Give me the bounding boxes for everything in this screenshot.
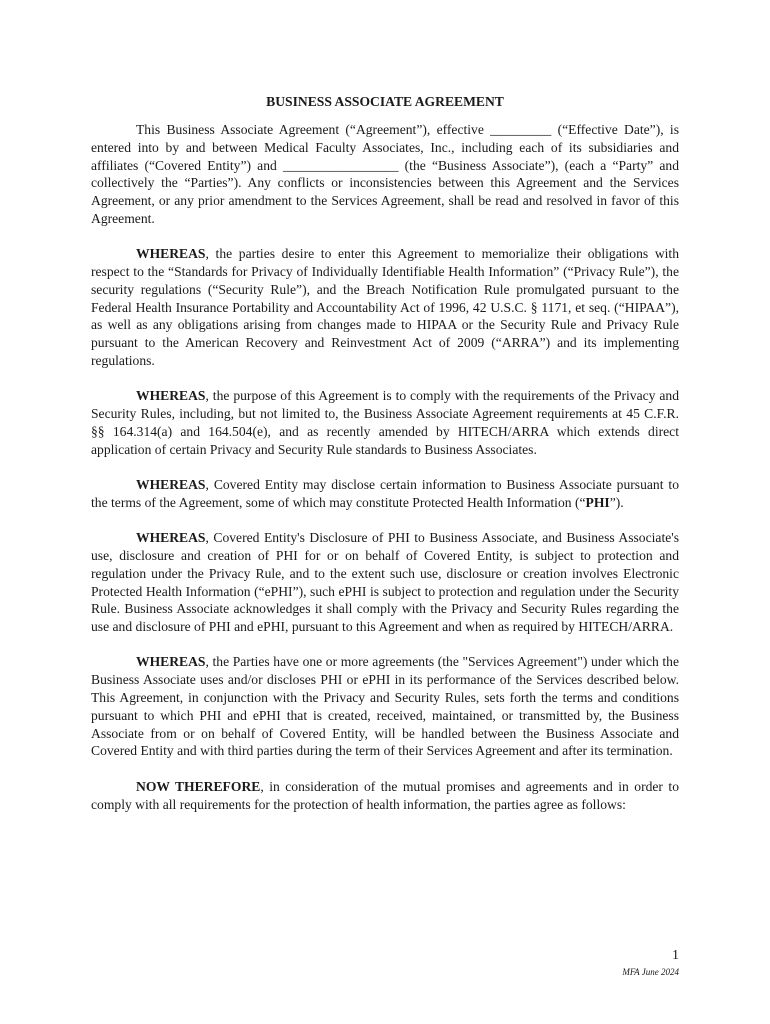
paragraph-text-after: ”).	[609, 494, 624, 510]
whereas-paragraph	[91, 387, 679, 458]
paragraph-lead: WHEREAS	[136, 246, 206, 262]
paragraph-text: , the Parties have one or more agreements (the "Services Agreement") under which the Business Associate uses and/or discloses PHI or ePHI in its performance of the Services described below. This Agreement, in conjunction with the Privacy and Security Rules, sets forth the terms and conditions pursuant to which PHI and ePHI that is created, received, maintained, or transmitted by, the Business Associate from or on behalf of Covered Entity, will be handled between the Business Associate and Covered Entity and with third parties during the term of their Services Agreement and after its termination.	[91, 654, 679, 759]
intro-paragraph	[91, 121, 679, 228]
paragraph-lead: WHEREAS	[136, 654, 206, 670]
paragraph-text: , the parties desire to enter this Agreement to memorialize their obligations with respect to the “Standards for Privacy of Individually Identifiable Health Information” (“Privacy Rule”), the security regulations (“Security Rule”), and the Breach Notification Rule promulgated pursuant to the Federal Health Insurance Portability and Accountability Act of 1996, 42 U.S.C. § 1171, et seq. (“HIPAA”), as well as any obligations arising from changes made to HIPAA or the Security Rule and Privacy Rule pursuant to the American Recovery and Reinvestment Act of 2009 (“ARRA”) and its implementing regulations.	[91, 246, 679, 369]
document-title: BUSINESS ASSOCIATE AGREEMENT	[266, 94, 504, 109]
now-therefore-paragraph	[91, 778, 679, 814]
whereas-paragraph	[91, 529, 679, 636]
whereas-paragraph	[91, 476, 679, 512]
document-body	[91, 93, 679, 831]
paragraph-text: , the purpose of this Agreement is to comply with the requirements of the Privacy and Security Rules, including, but not limited to, the Business Associate Agreement requirements at 45 C.F.R. §§ 164.314(a) and 164.504(e), and as recently amended by HITECH/ARRA which extends direct application of certain Privacy and Security Rule standards to Business Associates.	[91, 388, 679, 457]
page-number: 1	[672, 948, 679, 963]
defined-term: PHI	[585, 494, 610, 510]
paragraph-lead: WHEREAS	[136, 477, 206, 493]
footer-version: MFA June 2024	[622, 967, 679, 977]
whereas-paragraph	[91, 245, 679, 370]
paragraph-text: This Business Associate Agreement (“Agreement”), effective _________ (“Effective Date”), is entered into by and between Medical Faculty Associates, Inc., including each of its subsidiaries and affiliates (“Covered Entity”) and _________________ (the “Business Associate”), (each a “Party” and collectively the “Parties”). Any conflicts or inconsistencies between this Agreement and the Services Agreement, or any prior amendment to the Services Agreement, shall be read and resolved in favor of this Agreement.	[91, 122, 679, 226]
paragraph-text: , Covered Entity's Disclosure of PHI to Business Associate, and Business Associate's use, disclosure and creation of PHI for or on behalf of Covered Entity, is subject to protection and regulation under the Privacy Rule, and to the extent such use, disclosure or creation involves Electronic Protected Health Information (“ePHI”), such ePHI is subject to protection and regulation under the Security Rule. Business Associate acknowledges it shall comply with the Privacy and Security Rules regarding the use and disclosure of PHI and ePHI, pursuant to this Agreement and when as required by HITECH/ARRA.	[91, 530, 679, 635]
whereas-paragraph	[91, 653, 679, 760]
paragraph-text: , Covered Entity may disclose certain information to Business Associate pursuant to the terms of the Agreement, some of which may constitute Protected Health Information (“	[91, 477, 679, 510]
paragraph-lead: WHEREAS	[136, 530, 206, 546]
paragraph-lead: NOW THEREFORE	[136, 778, 261, 794]
paragraph-text: , in consideration of the mutual promises and agreements and in order to comply with all requirements for the protection of health information, the parties agree as follows:	[91, 778, 679, 812]
paragraph-lead: WHEREAS	[136, 388, 206, 404]
